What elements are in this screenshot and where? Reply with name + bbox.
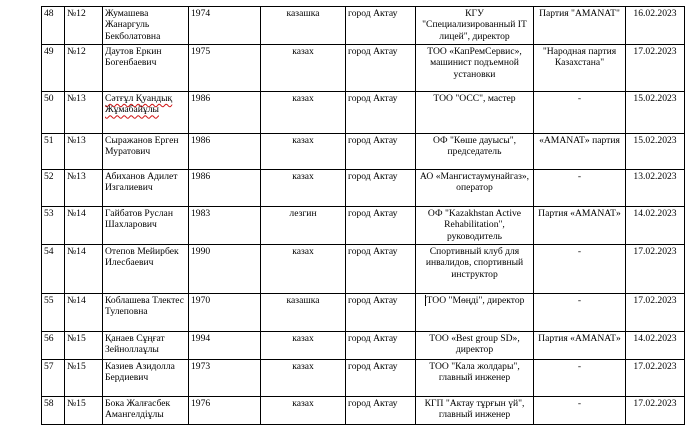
candidates-table — [41, 6, 685, 425]
party: - — [534, 92, 626, 134]
row-number: 56 — [42, 332, 65, 360]
workplace: ОФ "Көше дауысы", председатель — [416, 134, 534, 170]
table-row — [42, 134, 685, 170]
row-number: 58 — [42, 397, 65, 425]
registration-date: 17.02.2023 — [626, 45, 685, 92]
party: - — [534, 245, 626, 294]
district-number: №15 — [65, 360, 103, 397]
row-number: 55 — [42, 294, 65, 332]
party: - — [534, 397, 626, 425]
table-row — [42, 7, 685, 45]
workplace: АО «Мангистаумунайгаз», оператор — [416, 170, 534, 207]
nationality: казах — [261, 92, 346, 134]
registration-date: 17.02.2023 — [626, 360, 685, 397]
workplace-cell — [416, 294, 534, 332]
nationality: казах — [261, 245, 346, 294]
residence: город Актау — [346, 7, 416, 45]
registration-date: 16.02.2023 — [626, 7, 685, 45]
workplace: Спортивный клуб для инвалидов, спортивный инструктор — [416, 245, 534, 294]
full-name: Даутов Еркин Богенбаевич — [103, 45, 189, 92]
birth-year: 1970 — [189, 294, 261, 332]
row-number: 49 — [42, 45, 65, 92]
full-name: Отепов Мейирбек Илесбаевич — [103, 245, 189, 294]
residence: город Актау — [346, 245, 416, 294]
nationality: казашка — [261, 294, 346, 332]
table-row — [42, 45, 685, 92]
district-number: №14 — [65, 245, 103, 294]
residence: город Актау — [346, 134, 416, 170]
residence: город Актау — [346, 207, 416, 245]
full-name: Бока Жалғасбек Амангелдіұлы — [103, 397, 189, 425]
birth-year: 1974 — [189, 7, 261, 45]
district-number: №14 — [65, 294, 103, 332]
table-row — [42, 245, 685, 294]
party: Партия "AMANAT" — [534, 7, 626, 45]
full-name-cell — [103, 92, 189, 134]
residence: город Актау — [346, 92, 416, 134]
workplace: КГП "Актау тұрғын үй", главный инженер — [416, 397, 534, 425]
residence: город Актау — [346, 170, 416, 207]
full-name: Қанаев Сұңғат Зейноллаұлы — [103, 332, 189, 360]
birth-year: 1986 — [189, 92, 261, 134]
party: Партия «AMANAT» — [534, 332, 626, 360]
row-number: 48 — [42, 7, 65, 45]
registration-date: 14.02.2023 — [626, 207, 685, 245]
residence: город Актау — [346, 294, 416, 332]
table-row — [42, 397, 685, 425]
district-number: №15 — [65, 332, 103, 360]
workplace: ТОО «Best group SD», директор — [416, 332, 534, 360]
birth-year: 1986 — [189, 170, 261, 207]
registration-date: 14.02.2023 — [626, 332, 685, 360]
party: - — [534, 294, 626, 332]
nationality: казах — [261, 397, 346, 425]
full-name: Казиев Азидолла Бердиевич — [103, 360, 189, 397]
row-number: 50 — [42, 92, 65, 134]
full-name: Абиханов Адилет Изгалиевич — [103, 170, 189, 207]
birth-year: 1975 — [189, 45, 261, 92]
nationality: казах — [261, 360, 346, 397]
district-number: №15 — [65, 397, 103, 425]
party: - — [534, 170, 626, 207]
workplace: КГУ "Специализированный IT лицей", директор — [416, 7, 534, 45]
table-row — [42, 92, 685, 134]
table-row — [42, 294, 685, 332]
district-number: №13 — [65, 134, 103, 170]
full-name: Сәтғұл Қуандық Жұмабайұлы — [105, 93, 173, 116]
birth-year: 1976 — [189, 397, 261, 425]
residence: город Актау — [346, 332, 416, 360]
table-row — [42, 170, 685, 207]
nationality: казах — [261, 134, 346, 170]
residence: город Актау — [346, 45, 416, 92]
workplace: ОФ "Kazakhstan Active Rehabilitation", руководитель — [416, 207, 534, 245]
table-row — [42, 207, 685, 245]
full-name: Гайбатов Руслан Шахларович — [103, 207, 189, 245]
workplace: ТОО "Кала жолдары", главный инженер — [416, 360, 534, 397]
party: Партия «AMANAT» — [534, 207, 626, 245]
full-name: Коблашева Тлектес Тулеповна — [103, 294, 189, 332]
party: "Народная партия Казахстана" — [534, 45, 626, 92]
district-number: №13 — [65, 92, 103, 134]
row-number: 53 — [42, 207, 65, 245]
registration-date: 15.02.2023 — [626, 134, 685, 170]
table-row — [42, 360, 685, 397]
nationality: казах — [261, 170, 346, 207]
row-number: 57 — [42, 360, 65, 397]
workplace: ТОО "Мөңді", директор — [426, 295, 525, 306]
row-number: 52 — [42, 170, 65, 207]
full-name: Жумашева Жанаргуль Бекболатовна — [103, 7, 189, 45]
registration-date: 13.02.2023 — [626, 170, 685, 207]
row-number: 51 — [42, 134, 65, 170]
district-number: №14 — [65, 207, 103, 245]
party: - — [534, 360, 626, 397]
nationality: казах — [261, 332, 346, 360]
district-number: №12 — [65, 7, 103, 45]
registration-date: 17.02.2023 — [626, 245, 685, 294]
birth-year: 1973 — [189, 360, 261, 397]
registration-date: 17.02.2023 — [626, 397, 685, 425]
table-row — [42, 332, 685, 360]
workplace: ТОО "ОСС", мастер — [416, 92, 534, 134]
row-number: 54 — [42, 245, 65, 294]
nationality: лезгин — [261, 207, 346, 245]
district-number: №12 — [65, 45, 103, 92]
nationality: казах — [261, 45, 346, 92]
residence: город Актау — [346, 360, 416, 397]
registration-date: 17.02.2023 — [626, 294, 685, 332]
nationality: казашка — [261, 7, 346, 45]
full-name: Сыражанов Ерген Муратович — [103, 134, 189, 170]
birth-year: 1990 — [189, 245, 261, 294]
birth-year: 1994 — [189, 332, 261, 360]
birth-year: 1986 — [189, 134, 261, 170]
district-number: №13 — [65, 170, 103, 207]
residence: город Актау — [346, 397, 416, 425]
registration-date: 15.02.2023 — [626, 92, 685, 134]
birth-year: 1983 — [189, 207, 261, 245]
workplace: ТОО «КапРемСервис», машинист подъемной установки — [416, 45, 534, 92]
party: «AMANAT» партия — [534, 134, 626, 170]
